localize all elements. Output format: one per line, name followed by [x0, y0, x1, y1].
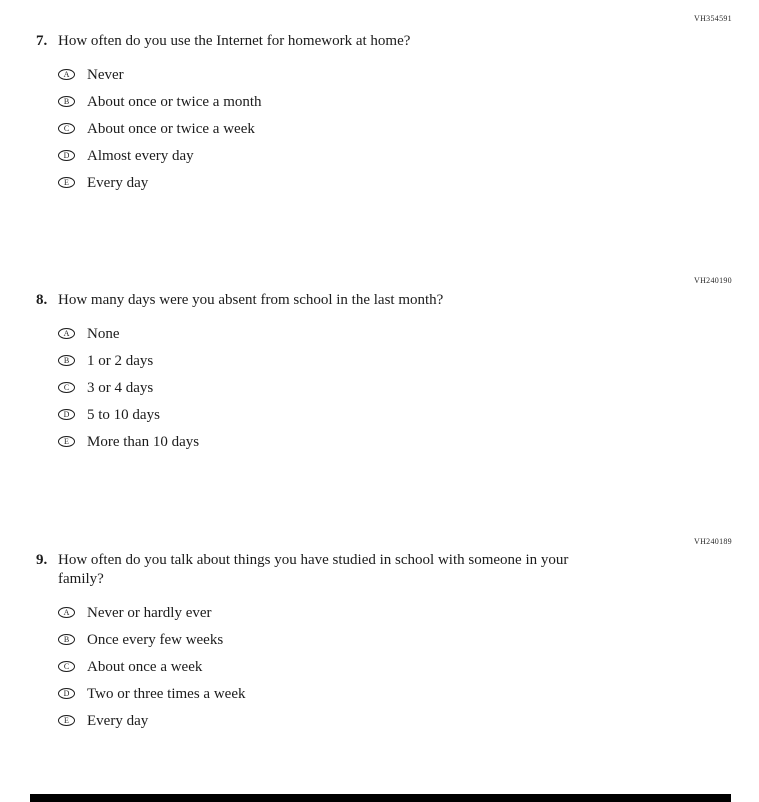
- answer-label: Almost every day: [87, 147, 194, 164]
- bubble-letter: A: [63, 69, 70, 79]
- bubble-letter: C: [63, 661, 70, 671]
- answer-bubble[interactable]: [58, 123, 75, 134]
- answer-bubble[interactable]: [58, 96, 75, 107]
- answer-bubble[interactable]: [58, 69, 75, 80]
- question-text: How often do you use the Internet for homework at home?: [58, 33, 411, 49]
- answer-option: [58, 88, 719, 115]
- question-code: VH354591: [694, 14, 732, 23]
- answer-bubble[interactable]: [58, 355, 75, 366]
- answer-option: [58, 169, 719, 196]
- answer-option: [58, 626, 719, 653]
- answer-label: About once or twice a month: [87, 93, 262, 110]
- bubble-letter: B: [63, 96, 70, 106]
- question-header: [36, 291, 719, 310]
- question-code: VH240189: [694, 537, 732, 546]
- page-bottom-rule: [30, 794, 731, 802]
- bubble-letter: E: [64, 177, 69, 187]
- question-number: 8.: [36, 292, 48, 308]
- answer-label: About once or twice a week: [87, 120, 255, 137]
- answer-bubble[interactable]: [58, 436, 75, 447]
- bubble-letter: C: [63, 382, 70, 392]
- answer-bubble[interactable]: [58, 382, 75, 393]
- answer-label: Two or three times a week: [87, 685, 246, 702]
- answer-option: [58, 707, 719, 734]
- answer-bubble[interactable]: [58, 661, 75, 672]
- answer-label: 5 to 10 days: [87, 406, 160, 423]
- answer-label: About once a week: [87, 658, 203, 675]
- answer-label: Once every few weeks: [87, 631, 224, 648]
- answer-option: [58, 347, 719, 374]
- bubble-letter: D: [63, 150, 70, 160]
- bubble-letter: B: [63, 634, 70, 644]
- options-list: [58, 599, 719, 734]
- question-9: [36, 551, 719, 734]
- question-8: [36, 291, 719, 455]
- bubble-letter: E: [64, 715, 69, 725]
- answer-label: 3 or 4 days: [87, 379, 154, 396]
- answer-label: None: [87, 325, 120, 342]
- answer-option: [58, 61, 719, 88]
- answer-option: [58, 653, 719, 680]
- answer-bubble[interactable]: [58, 634, 75, 645]
- answer-bubble[interactable]: [58, 607, 75, 618]
- bubble-letter: C: [63, 123, 70, 133]
- bubble-letter: A: [63, 328, 70, 338]
- question-header: [36, 551, 719, 589]
- question-header: [36, 32, 719, 51]
- answer-bubble[interactable]: [58, 688, 75, 699]
- question-number: 7.: [36, 33, 48, 49]
- answer-label: 1 or 2 days: [87, 352, 154, 369]
- bubble-letter: A: [63, 607, 70, 617]
- answer-label: Never or hardly ever: [87, 604, 212, 621]
- answer-bubble[interactable]: [58, 409, 75, 420]
- answer-option: [58, 680, 719, 707]
- bubble-letter: B: [63, 355, 70, 365]
- question-text: How often do you talk about things you have studied in school with someone in your family?: [58, 552, 569, 587]
- answer-option: [58, 115, 719, 142]
- options-list: [58, 320, 719, 455]
- question-number: 9.: [36, 552, 48, 568]
- answer-bubble[interactable]: [58, 328, 75, 339]
- answer-option: [58, 428, 719, 455]
- answer-label: Never: [87, 66, 124, 83]
- bubble-letter: D: [63, 409, 70, 419]
- options-list: [58, 61, 719, 196]
- question-7: [36, 32, 719, 196]
- question-text: How many days were you absent from school in the last month?: [58, 292, 444, 308]
- question-code: VH240190: [694, 276, 732, 285]
- answer-bubble[interactable]: [58, 150, 75, 161]
- answer-option: [58, 374, 719, 401]
- bubble-letter: E: [64, 436, 69, 446]
- answer-label: Every day: [87, 712, 149, 729]
- answer-option: [58, 401, 719, 428]
- answer-option: [58, 599, 719, 626]
- answer-bubble[interactable]: [58, 715, 75, 726]
- answer-label: Every day: [87, 174, 149, 191]
- answer-bubble[interactable]: [58, 177, 75, 188]
- bubble-letter: D: [63, 688, 70, 698]
- answer-label: More than 10 days: [87, 433, 200, 450]
- answer-option: [58, 142, 719, 169]
- answer-option: [58, 320, 719, 347]
